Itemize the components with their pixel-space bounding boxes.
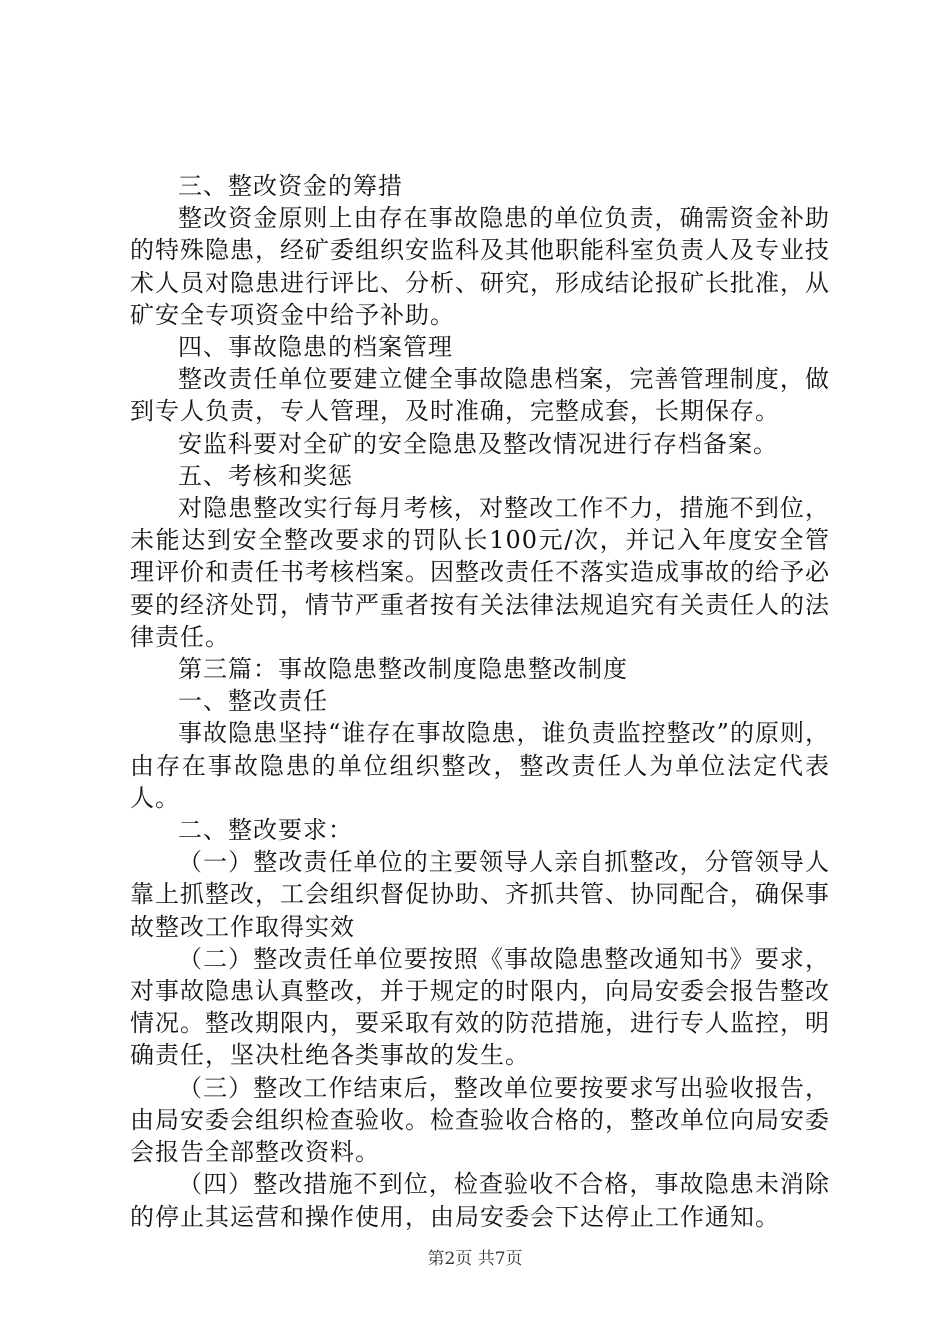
- section-heading: 四、事故隐患的档案管理: [178, 333, 453, 362]
- section-heading: 五、考核和奖惩: [178, 461, 353, 490]
- section-heading: 三、整改资金的筹措: [178, 172, 403, 200]
- chapter-heading: 第三篇：事故隐患整改制度隐患整改制度: [178, 655, 628, 684]
- section-heading: 一、整改责任: [178, 687, 328, 716]
- paragraph: 事故隐患坚持“谁存在事故隐患，谁负责监控整改”的原则，由存在事故隐患的单位组织整改，整改责任人为单位法定代表人。: [130, 719, 830, 812]
- paragraph: 对隐患整改实行每月考核，对整改工作不力，措施不到位，未能达到安全整改要求的罚队长100元/次，并记入年度安全管理评价和责任书考核档案。因整改责任不落实造成事故的给予必要的经济处罚，情节严重者按有关法律法规追究有关责任人的法律责任。: [130, 494, 830, 651]
- paragraph: 整改责任单位要建立健全事故隐患档案，完善管理制度，做到专人负责，专人管理，及时准确，完整成套，长期保存。: [130, 365, 830, 426]
- paragraph: 整改资金原则上由存在事故隐患的单位负责，确需资金补助的特殊隐患，经矿委组织安监科及其他职能科室负责人及专业技术人员对隐患进行评比、分析、研究，形成结论报矿长批准，从矿安全专项资金中给予补助。: [130, 204, 830, 329]
- list-item: （四）整改措施不到位，检查验收不合格，事故隐患未消除的停止其运营和操作使用，由局安委会下达停止工作通知。: [130, 1170, 830, 1231]
- section-heading: 二、整改要求：: [178, 816, 353, 845]
- paragraph: 安监科要对全矿的安全隐患及整改情况进行存档备案。: [178, 429, 778, 458]
- document-body: [130, 170, 830, 1233]
- list-item: （一）整改责任单位的主要领导人亲自抓整改，分管领导人靠上抓整改，工会组织督促协助、齐抓共管、协同配合，确保事故整改工作取得实效: [130, 848, 830, 941]
- list-item: （三）整改工作结束后，整改单位要按要求写出验收报告，由局安委会组织检查验收。检查验收合格的，整改单位向局安委会报告全部整改资料。: [130, 1073, 830, 1167]
- page-number-footer: 第2页 共7页: [427, 1249, 523, 1269]
- list-item: （二）整改责任单位要按照《事故隐患整改通知书》要求，对事故隐患认真整改，并于规定的时限内，向局安委会报告整改情况。整改期限内，要采取有效的防范措施，进行专人监控，明确责任，坚决杜绝各类事故的发生。: [130, 944, 830, 1070]
